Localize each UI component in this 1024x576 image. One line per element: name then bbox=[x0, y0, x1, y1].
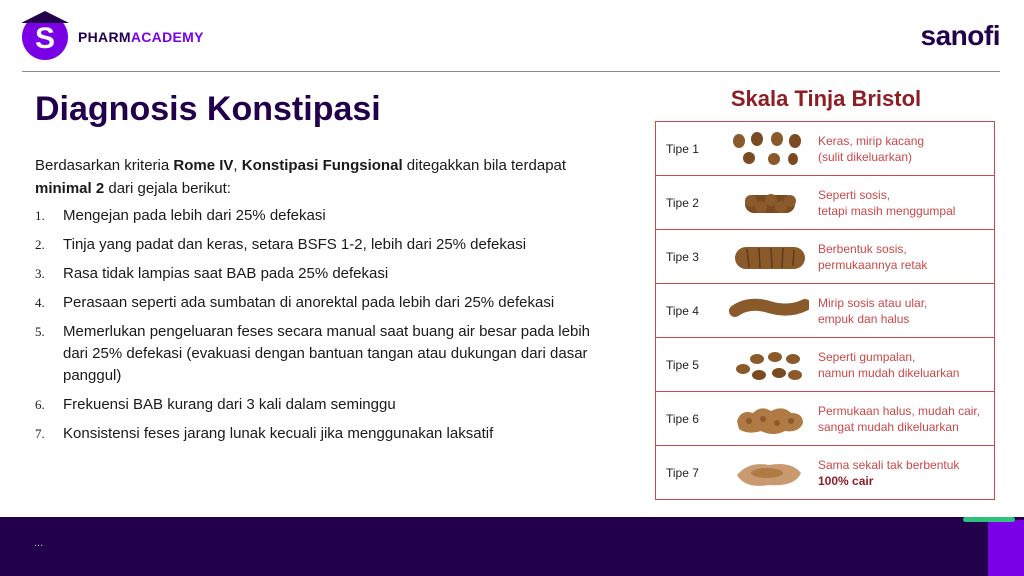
criteria-list bbox=[35, 205, 600, 452]
scale-description: Berbentuk sosis, permukaannya retak bbox=[818, 241, 928, 272]
soft-blobs-icon bbox=[724, 343, 814, 387]
separate-lumps-icon bbox=[724, 127, 814, 171]
slide-title: Diagnosis Konstipasi bbox=[35, 90, 381, 128]
footer-bar bbox=[0, 517, 1024, 576]
scale-row-tipe-5: Tipe 5 Seperti gumpalan, namun mudah dikeluarkan bbox=[656, 338, 994, 392]
scale-title: Skala Tinja Bristol bbox=[730, 86, 922, 111]
scale-description: Seperti gumpalan, namun mudah dikeluarkan bbox=[818, 349, 960, 380]
list-item: 7. Konsistensi feses jarang lunak kecuali jika menggunakan laksatif bbox=[35, 425, 494, 442]
scale-description: Mirip sosis atau ular, empuk dan halus bbox=[818, 295, 928, 326]
cracked-sausage-icon bbox=[724, 235, 814, 279]
list-item: 5. Memerlukan pengeluaran feses secara manual saat buang air besar pada lebih dari 25% defekasi (evakuasi dengan bantuan tangan atau dukungan dari dasar panggul) bbox=[35, 323, 590, 384]
scale-row-tipe-1: Tipe 1 Keras, mirip kacang (sulit dikeluarkan) bbox=[656, 122, 994, 176]
sanofi-logo: sanofi bbox=[920, 20, 1000, 51]
pharmacademy-logo bbox=[22, 14, 204, 60]
liquid-icon bbox=[724, 451, 814, 495]
scale-description: Sama sekali tak berbentuk 100% cair bbox=[818, 457, 960, 488]
scale-row-tipe-7: Tipe 7 Sama sekali tak berbentuk 100% cair bbox=[656, 446, 994, 499]
list-item: 6. Frekuensi BAB kurang dari 3 kali dalam seminggu bbox=[35, 396, 396, 413]
scale-row-tipe-3: Tipe 3 Berbentuk sosis, permukaannya retak bbox=[656, 230, 994, 284]
smooth-snake-icon bbox=[724, 289, 814, 333]
list-item: 1. Mengejan pada lebih dari 25% defekasi bbox=[35, 207, 326, 224]
scale-description: Keras, mirip kacang (sulit dikeluarkan) bbox=[818, 133, 925, 164]
header-divider bbox=[22, 71, 1000, 72]
list-item: 3. Rasa tidak lampias saat BAB pada 25% defekasi bbox=[35, 265, 389, 282]
footer-ellipsis: ... bbox=[34, 537, 44, 549]
list-item: 4. Perasaan seperti ada sumbatan di anorektal pada lebih dari 25% defekasi bbox=[35, 294, 555, 311]
scale-description: Permukaan halus, mudah cair, sangat mudah dikeluarkan bbox=[818, 403, 981, 434]
scale-description: Seperti sosis, tetapi masih menggumpal bbox=[818, 187, 956, 218]
footer-accent-block bbox=[988, 520, 1024, 576]
logo-wordmark: PHARMACADEMY bbox=[78, 29, 204, 45]
bristol-scale-table bbox=[655, 121, 995, 500]
scale-row-tipe-4: Tipe 4 Mirip sosis atau ular, empuk dan halus bbox=[656, 284, 994, 338]
list-item: 2. Tinja yang padat dan keras, setara BSFS 1-2, lebih dari 25% defekasi bbox=[35, 236, 527, 253]
footer-accent-line bbox=[963, 517, 1015, 522]
graduation-cap-s-icon: S bbox=[22, 14, 68, 60]
mushy-pieces-icon bbox=[724, 397, 814, 441]
intro-paragraph: Berdasarkan kriteria Rome IV, Konstipasi Fungsional ditegakkan bila terdapat minimal 2 dari gejala berikut: bbox=[35, 157, 567, 197]
scale-row-tipe-6: Tipe 6 Permukaan halus, mudah cair, sangat mudah dikeluarkan bbox=[656, 392, 994, 446]
scale-row-tipe-2: Tipe 2 Seperti sosis, tetapi masih menggumpal bbox=[656, 176, 994, 230]
lumpy-sausage-icon bbox=[724, 181, 814, 225]
